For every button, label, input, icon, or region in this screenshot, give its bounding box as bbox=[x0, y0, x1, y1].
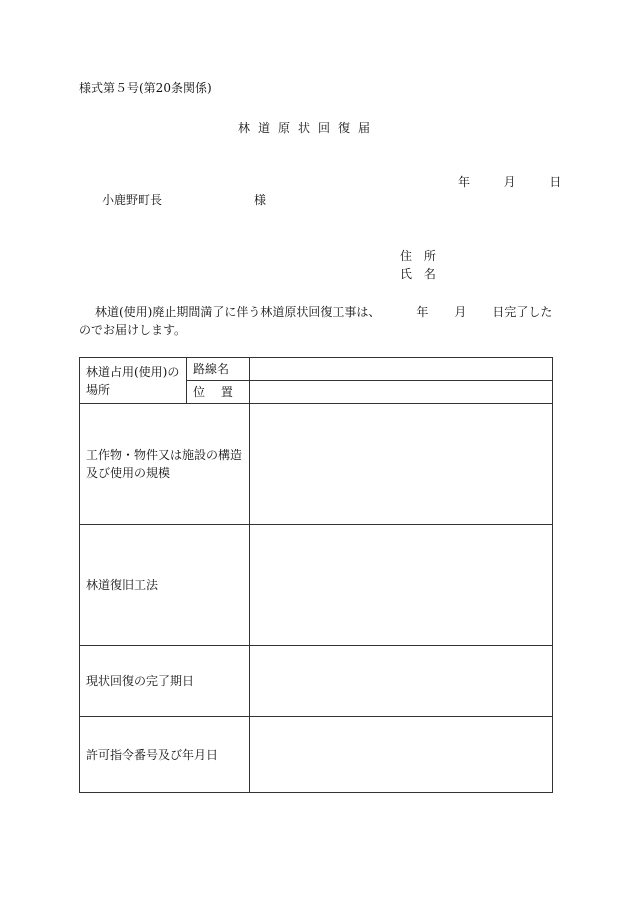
body-text-line-2: のでお届けします。 bbox=[79, 323, 187, 337]
body-text-line-1 bbox=[95, 306, 552, 318]
route-name-field[interactable] bbox=[250, 358, 553, 381]
date-day-label: 日 bbox=[549, 175, 562, 189]
restoration-method-field[interactable] bbox=[250, 525, 553, 646]
addressee-name: 小鹿野町長 bbox=[102, 193, 163, 207]
route-name-label: 路線名 bbox=[187, 358, 250, 381]
table-row bbox=[80, 717, 553, 793]
structure-scale-field[interactable] bbox=[250, 404, 553, 525]
applicant-name-label: 氏 名 bbox=[400, 267, 440, 281]
position-label: 位 置 bbox=[187, 381, 250, 404]
table-row bbox=[80, 358, 553, 381]
location-label: 林道占用(使用)の場所 bbox=[80, 358, 187, 404]
date-year-label: 年 bbox=[458, 175, 471, 189]
date-month-label: 月 bbox=[503, 175, 516, 189]
document-title: 林道原状回復届 bbox=[238, 121, 379, 135]
addressee-honorific: 様 bbox=[254, 193, 267, 207]
submission-date bbox=[458, 176, 561, 188]
permit-number-label: 許可指令番号及び年月日 bbox=[80, 717, 250, 793]
notification-form-table bbox=[79, 357, 553, 793]
body-month-label: 月 bbox=[454, 305, 467, 319]
restoration-method-label: 林道復旧工法 bbox=[80, 525, 250, 646]
body-text-prefix: 林道(使用)廃止期間満了に伴う林道原状回復工事は、 bbox=[95, 305, 381, 319]
permit-number-field[interactable] bbox=[250, 717, 553, 793]
table-row bbox=[80, 646, 553, 717]
position-field[interactable] bbox=[250, 381, 553, 404]
form-number: 様式第５号(第20条関係) bbox=[79, 81, 212, 95]
table-row bbox=[80, 525, 553, 646]
completion-date-label: 現状回復の完了期日 bbox=[80, 646, 250, 717]
table-row bbox=[80, 404, 553, 525]
body-day-suffix: 日完了した bbox=[492, 305, 553, 319]
structure-scale-label: 工作物・物件又は施設の構造及び使用の規模 bbox=[80, 404, 250, 525]
body-year-label: 年 bbox=[416, 305, 429, 319]
completion-date-field[interactable] bbox=[250, 646, 553, 717]
applicant-address-label: 住 所 bbox=[400, 249, 440, 263]
